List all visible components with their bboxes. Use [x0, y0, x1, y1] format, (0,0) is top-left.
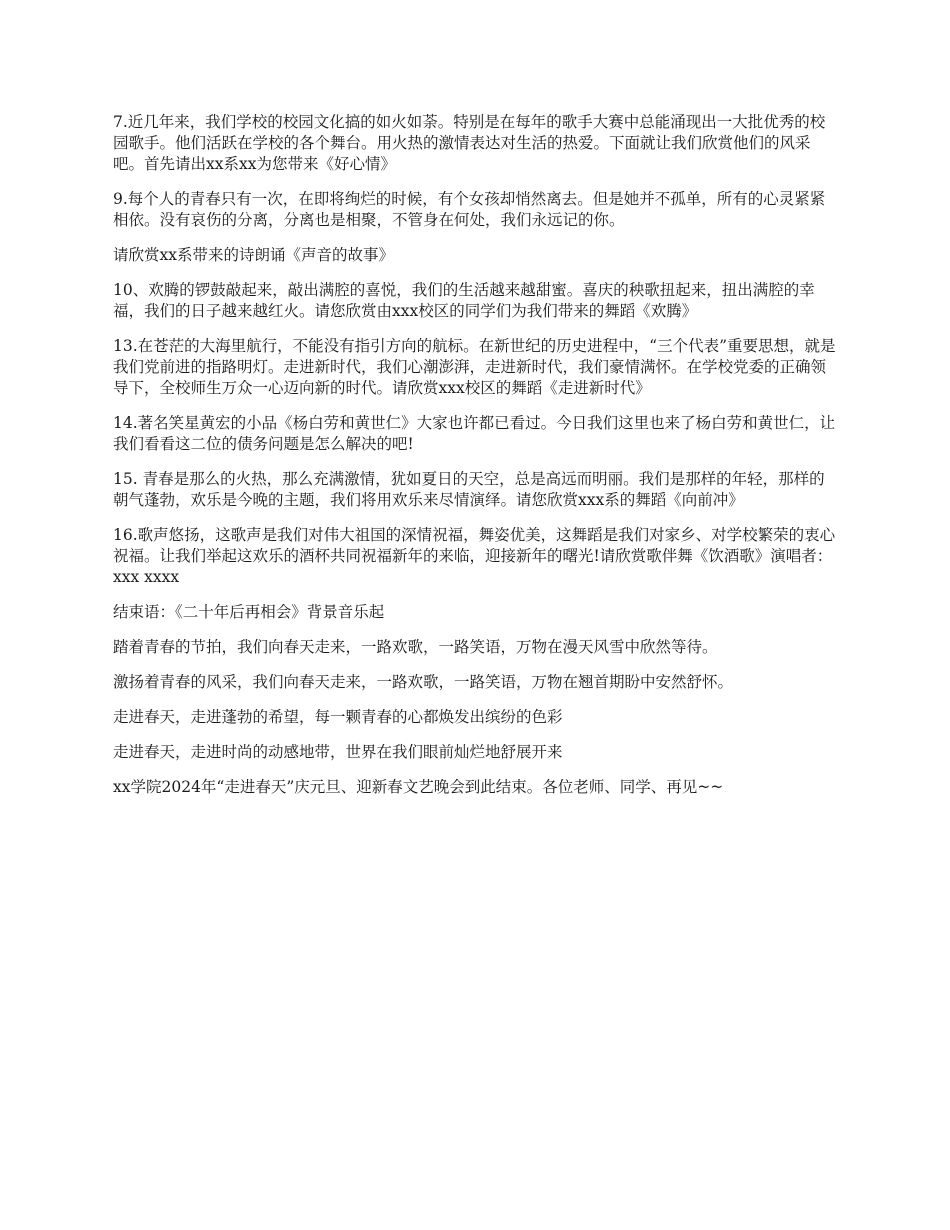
paragraph-14: 14.著名笑星黄宏的小品《杨白劳和黄世仁》大家也许都已看过。今日我们这里也来了杨白劳和黄世仁，让我们看看这二位的债务问题是怎么解决的吧!	[113, 414, 836, 453]
paragraph-9: 9.每个人的青春只有一次，在即将绚烂的时候，有个女孩却悄然离去。但是她并不孤单，所有的心灵紧紧相依。没有哀伤的分离，分离也是相聚，不管身在何处，我们永远记的你。	[113, 190, 826, 229]
paragraph-15: 15. 青春是那么的火热，那么充满激情，犹如夏日的天空，总是高远而明丽。我们是那样的年轻，那样的朝气蓬勃，欢乐是今晚的主题，我们将用欢乐来尽情演绎。请您欣赏xxx系的舞蹈《向前冲》	[113, 470, 825, 509]
closing-line-3: 走进春天，走进蓬勃的希望，每一颗青春的心都焕发出缤纷的色彩	[113, 708, 563, 726]
paragraph-13: 13.在苍茫的大海里航行，不能没有指引方向的航标。在新世纪的历史进程中，“三个代表”重要思想，就是我们党前进的指路明灯。走进新时代，我们心潮澎湃，走进新时代，我们豪情满怀。在学校党委的正确领导下，全校师生万众一心迈向新的时代。请欣赏xxx校区的舞蹈《走进新时代》	[113, 337, 836, 397]
closing-line-2: 激扬着青春的风采，我们向春天走来，一路欢歌，一路笑语，万物在翘首期盼中安然舒怀。	[113, 673, 734, 691]
paragraph-16: 16.歌声悠扬，这歌声是我们对伟大祖国的深情祝福，舞姿优美，这舞蹈是我们对家乡、对学校繁荣的衷心祝福。让我们举起这欢乐的酒杯共同祝福新年的来临，迎接新年的曙光!请欣赏歌伴舞《饮酒歌》演唱者：xxx xxxx	[113, 526, 836, 586]
closing-line-4: 走进春天，走进时尚的动感地带，世界在我们眼前灿烂地舒展开来	[113, 743, 563, 761]
closing-line-1: 踏着青春的节拍，我们向春天走来，一路欢歌，一路笑语，万物在漫天风雪中欣然等待。	[113, 638, 718, 656]
paragraph-recital-intro: 请欣赏xx系带来的诗朗诵《声音的故事》	[113, 246, 394, 264]
paragraph-7: 7.近几年来，我们学校的校园文化搞的如火如荼。特别是在每年的歌手大赛中总能涌现出一大批优秀的校园歌手。他们活跃在学校的各个舞台。用火热的激情表达对生活的热爱。下面就让我们欣赏他们的风采吧。首先请出xx系xx为您带来《好心情》	[113, 113, 826, 173]
paragraph-10: 10、欢腾的锣鼓敲起来，敲出满腔的喜悦，我们的生活越来越甜蜜。喜庆的秧歌扭起来，扭出满腔的幸福，我们的日子越来越红火。请您欣赏由xxx校区的同学们为我们带来的舞蹈《欢腾》	[113, 281, 815, 320]
closing-heading: 结束语：《二十年后再相会》背景音乐起	[113, 603, 385, 621]
closing-final: xx学院2024年“走进春天”庆元旦、迎新春文艺晚会到此结束。各位老师、同学、再见~~	[113, 778, 724, 796]
